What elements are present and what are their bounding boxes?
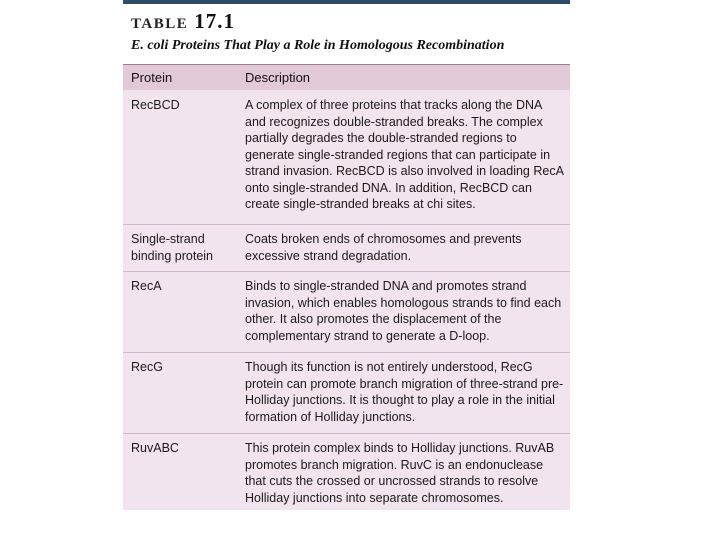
- protein-description: Coats broken ends of chromosomes and prevents excessive strand degradation.: [245, 232, 522, 263]
- protein-name: RecG: [131, 360, 163, 374]
- table-caption: E. coli Proteins That Play a Role in Homologous Recombination: [131, 38, 505, 53]
- row-divider: [123, 271, 570, 272]
- protein-description: Binds to single-stranded DNA and promotes strand invasion, which enables homologous strands to find each other. It also promotes the displacement of the complementary strand to generate a D-loop.: [245, 279, 562, 343]
- row-divider: [123, 352, 570, 353]
- protein-name: RecA: [131, 279, 162, 293]
- table-label-number: 17.1: [194, 9, 235, 33]
- protein-description: A complex of three proteins that tracks along the DNA and recognizes double-stranded breaks. The complex partially degrades the double-stranded regions to generate single-stranded regions that can participate in strand invasion. RecBCD is also involved in loading RecA onto single-stranded DNA. In addition, RecBCD can create single-stranded breaks at chi sites.: [245, 98, 564, 211]
- protein-description: Though its function is not entirely understood, RecG protein can promote branch migration of three-strand pre-Holliday junctions. It is thought to play a role in the initial formation of Holliday junctions.: [245, 360, 564, 424]
- table-label-word: TABLE: [131, 16, 189, 32]
- row-divider: [123, 433, 570, 434]
- table-title-area: [123, 4, 570, 64]
- table-header-row: [123, 64, 570, 90]
- row-divider: [123, 224, 570, 225]
- table-card: [123, 4, 570, 510]
- column-header-description: Description: [245, 70, 311, 85]
- protein-name: RecBCD: [131, 98, 180, 112]
- protein-description: This protein complex binds to Holliday junctions. RuvAB promotes branch migration. RuvC is an endonuclease that cuts the crossed or uncrossed strands to resolve Holliday junctions into separate chromosomes.: [245, 441, 555, 505]
- protein-name: Single-strand binding protein: [131, 232, 214, 263]
- table-body: [123, 90, 570, 510]
- table-label: [131, 9, 235, 34]
- protein-name: RuvABC: [131, 441, 179, 455]
- column-header-protein: Protein: [131, 70, 173, 85]
